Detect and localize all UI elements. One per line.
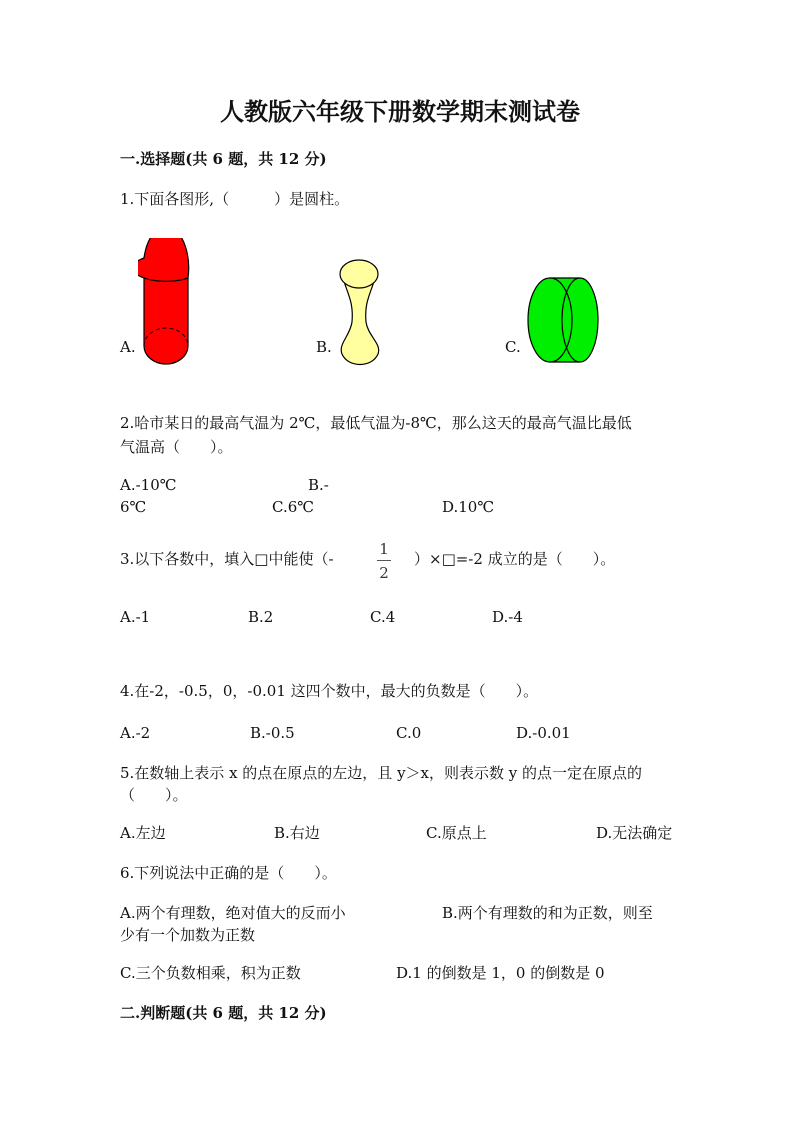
q4-option-d: D.-0.01	[516, 724, 571, 742]
q2-option-c: C.6℃	[272, 498, 315, 516]
q6-option-a: A.两个有理数，绝对值大的反而小	[120, 904, 346, 922]
yellow-waisted-shape-figure	[332, 252, 386, 368]
q4-option-b: B.-0.5	[250, 724, 295, 742]
q2-option-d: D.10℃	[442, 498, 495, 516]
q2-option-b-part2: 6℃	[120, 498, 147, 516]
fraction-bar	[377, 560, 391, 561]
q3-option-c: C.4	[370, 608, 396, 626]
q6-option-b-line1: B.两个有理数的和为正数，则至	[442, 904, 653, 922]
section-heading-judgement: 二.判断题(共 6 题，共 12 分)	[120, 1004, 327, 1022]
page-title: 人教版六年级下册数学期末测试卷	[220, 97, 580, 126]
q5-option-b: B.右边	[274, 824, 320, 842]
fraction-one-half	[377, 540, 391, 582]
q4-option-a: A.-2	[120, 724, 151, 742]
red-slanted-cylinder-figure	[138, 238, 198, 370]
q1-option-b-label: B.	[316, 338, 332, 356]
q3-option-b: B.2	[248, 608, 274, 626]
q4-option-c: C.0	[396, 724, 422, 742]
q6-option-d: D.1 的倒数是 1，0 的倒数是 0	[396, 964, 605, 982]
q5-option-a: A.左边	[120, 824, 166, 842]
question-2-stem-line1: 2.哈市某日的最高气温为 2℃，最低气温为-8℃，那么这天的最高气温比最低	[120, 414, 632, 432]
question-3-stem-suffix: ）×□=-2 成立的是（ ）。	[414, 550, 616, 568]
q3-option-d: D.-4	[492, 608, 523, 626]
question-4-stem: 4.在-2，-0.5，0，-0.01 这四个数中，最大的负数是（ ）。	[120, 682, 539, 700]
question-1-stem: 1.下面各图形,（ ）是圆柱。	[120, 190, 350, 208]
q3-option-a: A.-1	[120, 608, 151, 626]
question-6-stem: 6.下列说法中正确的是（ ）。	[120, 864, 337, 882]
question-3-stem-prefix: 3.以下各数中，填入□中能使（-	[120, 550, 334, 568]
fraction-denominator: 2	[379, 564, 389, 582]
question-5-stem-line1: 5.在数轴上表示 x 的点在原点的左边，且 y＞x，则表示数 y 的点一定在原点的	[120, 764, 643, 782]
question-2-stem-line2: 气温高（ ）。	[120, 438, 233, 456]
question-5-stem-line2: （ ）。	[120, 786, 188, 804]
green-cylinder-figure	[525, 276, 601, 366]
q1-option-c-label: C.	[505, 338, 521, 356]
q2-option-b-part1: B.-	[308, 476, 329, 494]
fraction-numerator: 1	[379, 540, 389, 558]
q2-option-a: A.-10℃	[120, 476, 177, 494]
q1-option-a-label: A.	[120, 338, 136, 356]
q6-option-b-line2: 少有一个加数为正数	[120, 926, 256, 944]
q6-option-c: C.三个负数相乘，积为正数	[120, 964, 301, 982]
section-heading-choice: 一.选择题(共 6 题，共 12 分)	[120, 150, 327, 168]
q5-option-d: D.无法确定	[596, 824, 673, 842]
q5-option-c: C.原点上	[426, 824, 487, 842]
